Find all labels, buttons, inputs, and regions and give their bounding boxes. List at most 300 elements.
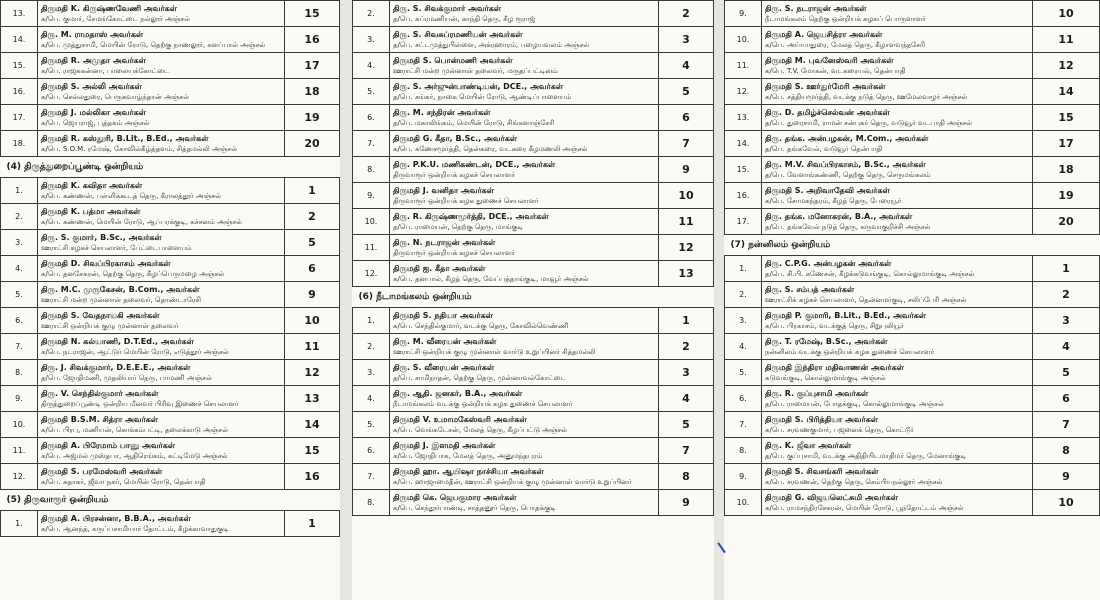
member-row — [353, 490, 714, 516]
ward-number: 10 — [659, 183, 714, 209]
member-cell — [38, 334, 285, 360]
member-address: க/பெ. கண்ணன், பள்ளிக்கூடத் தெரு, கீராலத்தூர் அஞ்சல் — [41, 191, 221, 200]
serial-number: 14. — [725, 131, 762, 157]
ward-number: 11 — [1033, 27, 1100, 53]
serial-number: 6. — [725, 386, 762, 412]
serial-number: 13. — [1, 1, 38, 27]
member-row — [353, 105, 714, 131]
member-address: க/பெ. நடராஜன், ஆட்டுர் மெயின் ரோடு, எடுத்தூர் அஞ்சல் — [41, 347, 229, 356]
serial-number: 9. — [725, 464, 762, 490]
member-address: ஊராட்சி மன்ற முன்னாள் தலைவர், தொண்டாரேசி — [41, 295, 201, 304]
member-row — [1, 464, 340, 490]
member-name: திருமதி ஹா. ஆயிஷா நாச்சியா அவர்கள் — [393, 466, 544, 476]
page-gutter — [340, 0, 352, 600]
section-title: (7) நன்னிலம் ஒன்றியம் — [725, 235, 1100, 256]
member-name: திரு. S. சம்பத் அவர்கள் — [765, 284, 855, 294]
member-cell — [762, 412, 1033, 438]
member-address: க/பெ. செந்தில்குமார், வடக்கு தெரு, கோவில்வெண்ணி — [393, 321, 569, 330]
member-address: க/பெ. கண்ணன், மெயின் ரோடு, ஆப்பரக்குடி, கச்சனம் அஞ்சல் — [41, 217, 243, 226]
member-row — [725, 412, 1100, 438]
member-cell — [38, 204, 285, 230]
member-address: க/பெ. அஜ்மல் முஸ்தபா, ஆதிரெங்கம், கட்டிமேடு அஞ்சல் — [41, 451, 228, 460]
member-name: திருமதி R. அமுதா அவர்கள் — [41, 55, 146, 65]
member-address: க/பெ. சுதாகர், ஜீவா நகர், மெயின் ரோடு, தென்பாதி — [41, 477, 206, 486]
member-address: த/பெ. சங்கர், நாகை மெயின் ரோடு, ஆண்டிப்பாளையம் — [393, 92, 572, 101]
ward-number: 12 — [285, 360, 340, 386]
member-row — [1, 360, 340, 386]
member-row — [725, 105, 1100, 131]
ward-number: 10 — [1033, 490, 1100, 516]
serial-number: 6. — [1, 308, 38, 334]
serial-number: 3. — [353, 27, 390, 53]
serial-number: 17. — [725, 209, 762, 235]
ward-number: 6 — [285, 256, 340, 282]
ward-number: 17 — [1033, 131, 1100, 157]
member-cell — [390, 334, 659, 360]
member-row — [1, 105, 340, 131]
member-cell — [390, 412, 659, 438]
member-address: த/பெ. ராமையன், தெற்கு தெரு, மாங்குடி — [393, 222, 524, 231]
member-address: நன்னிலம் வடக்கு ஒன்றியக் கழக துணைச் செயலாளர் — [765, 347, 935, 356]
serial-number: 7. — [353, 131, 390, 157]
ward-number: 18 — [285, 79, 340, 105]
serial-number: 9. — [353, 183, 390, 209]
member-address: த/பெ. தங்கவேல், வடுவூர் தென்பாதி — [765, 144, 883, 153]
member-address: த/பெ. வேளாங்கண்ணி, தெற்கு தெரு, செருமங்கலம் — [765, 170, 931, 179]
member-address: க/பெ. அய்யாதுரை, மேலத் தெரு, கீழாளவந்தசேரி — [765, 40, 926, 49]
member-cell — [38, 511, 285, 537]
serial-number: 2. — [1, 204, 38, 230]
member-row — [1, 438, 340, 464]
member-name: திருமதி S. பரமேஸ்வரி அவர்கள் — [41, 466, 163, 476]
serial-number: 16. — [1, 79, 38, 105]
member-cell — [38, 178, 285, 204]
member-row — [353, 209, 714, 235]
member-row — [353, 334, 714, 360]
member-name: திரு. R. குப்புசாமி அவர்கள் — [765, 388, 869, 398]
serial-number: 1. — [353, 308, 390, 334]
member-row — [1, 27, 340, 53]
member-address: நீடாமங்கலம் வடக்கு ஒன்றியக் கழக துணைச் செயலாளர் — [393, 399, 573, 408]
section-header — [1, 157, 340, 178]
member-name: திரு. தங்க. மனோகரன், B.A., அவர்கள் — [765, 211, 913, 221]
member-cell — [762, 386, 1033, 412]
ward-number: 14 — [285, 412, 340, 438]
member-name: திருமதி S. அறிவாதேவி அவர்கள் — [765, 185, 890, 195]
serial-number: 14. — [1, 27, 38, 53]
member-name: திரு. S. சிவசுப்ரமணியன் அவர்கள் — [393, 29, 523, 39]
serial-number: 2. — [725, 282, 762, 308]
member-cell — [390, 308, 659, 334]
serial-number: 9. — [1, 386, 38, 412]
member-cell — [390, 79, 659, 105]
serial-number: 15. — [725, 157, 762, 183]
member-name: திருமதி K. கிருஷ்ணவேணி அவர்கள் — [41, 3, 177, 13]
section-header — [725, 235, 1100, 256]
member-address: த/பெ. சாமிநாதன், தெற்கு தெரு, முன்னாவல்கோட்டை — [393, 373, 566, 382]
section-header — [353, 287, 714, 308]
member-row — [725, 438, 1100, 464]
section-title: (6) நீடாமங்கலம் ஒன்றியம் — [353, 287, 714, 308]
member-table-3 — [724, 0, 1100, 516]
member-cell — [38, 131, 285, 157]
member-name: திரு. P.K.U. மணிகண்டன், DCE., அவர்கள் — [393, 159, 556, 169]
ward-number: 1 — [285, 178, 340, 204]
member-cell — [38, 412, 285, 438]
ward-number: 9 — [1033, 464, 1100, 490]
serial-number: 5. — [725, 360, 762, 386]
member-cell — [390, 53, 659, 79]
section-title: (5) திருவாரூர் ஒன்றியம் — [1, 490, 340, 511]
member-row — [725, 1, 1100, 27]
member-row — [725, 27, 1100, 53]
member-address: க/பெ. ராஜசுகன்னா, பாலையக்கோட்டை — [41, 66, 170, 75]
serial-number: 4. — [725, 334, 762, 360]
member-address: க/பெ. தனபால், கீழத் தெரு, வேப்பத்தாங்குடி, மாவூர் அஞ்சல் — [393, 274, 589, 283]
member-address: த/பெ. ஜோதிமணி, முதலியார் தெரு, பாமணி அஞ்சல் — [41, 373, 212, 382]
ward-number: 5 — [285, 230, 340, 256]
member-cell — [390, 209, 659, 235]
member-name: திருமதி A. ஜெயசித்ரா அவர்கள் — [765, 29, 883, 39]
member-row — [725, 308, 1100, 334]
member-row — [353, 157, 714, 183]
member-row — [1, 412, 340, 438]
member-cell — [38, 53, 285, 79]
member-address: க/பெ. செல்லதுரை, பெருகவாழ்ந்தான் அஞ்சல் — [41, 92, 189, 101]
serial-number: 5. — [1, 282, 38, 308]
serial-number: 10. — [725, 490, 762, 516]
member-address: க/பெ. ஆனந்த், கருப்பசாமியார் தோட்டம், கீழக்காவாதுகுடி — [41, 524, 229, 533]
member-name: திருமதி G. விஜயலெட்சுமி அவர்கள் — [765, 492, 898, 502]
member-cell — [762, 334, 1033, 360]
ward-number: 19 — [1033, 183, 1100, 209]
serial-number: 10. — [725, 27, 762, 53]
member-name: திருமதி J. இளமதி அவர்கள் — [393, 440, 496, 450]
member-cell — [390, 464, 659, 490]
member-row — [1, 282, 340, 308]
member-row — [353, 464, 714, 490]
member-row — [1, 334, 340, 360]
member-name: திருமதி ஐ. கீதா அவர்கள் — [393, 263, 486, 273]
member-row — [353, 79, 714, 105]
member-address: க/பெ. T.V. மோகன், வடகரையல், தென்பாதி — [765, 66, 906, 75]
page-column-2 — [352, 0, 714, 600]
serial-number: 4. — [1, 256, 38, 282]
member-address: கடுவங்குடி, கொல்லுமாங்குடி அஞ்சல் — [765, 373, 886, 382]
member-address: க/பெ. S.O.M. ரமேஷ், கோவில்கீழ்த்தளம், சித்தமல்லி அஞ்சல் — [41, 144, 237, 153]
member-name: திருமதி இந்திரா மதிவாணன் அவர்கள் — [765, 362, 904, 372]
member-name: திரு. S. வீரையன் அவர்கள் — [393, 362, 495, 372]
member-cell — [762, 464, 1033, 490]
ward-number: 6 — [659, 105, 714, 131]
member-cell — [762, 256, 1033, 282]
member-cell — [762, 308, 1033, 334]
member-cell — [38, 230, 285, 256]
serial-number: 7. — [353, 464, 390, 490]
member-address: த/பெ. துரைசாமி, ராமன் சன்புகர் தெரு, வடுவூர் வடபாதி அஞ்சல் — [765, 118, 973, 127]
ward-number: 2 — [285, 204, 340, 230]
member-cell — [762, 183, 1033, 209]
member-cell — [390, 157, 659, 183]
member-address: க/பெ. பிரபு, மணியன், கொக்கம்பட்டி, தலைக்காடு அஞ்சல் — [41, 425, 228, 434]
member-name: திருமதி K. பத்மா அவர்கள் — [41, 206, 141, 216]
member-name: திருமதி M. புவனேஸ்வரி அவர்கள் — [765, 55, 894, 65]
ward-number: 5 — [659, 79, 714, 105]
member-cell — [38, 464, 285, 490]
member-row — [725, 131, 1100, 157]
serial-number: 1. — [1, 511, 38, 537]
member-row — [1, 511, 340, 537]
member-address: க/பெ. ராமசந்திரசேகரன், மெயின் ரோடு, பூந்தோட்டம் அஞ்சல் — [765, 503, 964, 512]
ward-number: 2 — [1033, 282, 1100, 308]
member-name: திருமதி J. வனிதா அவர்கள் — [393, 185, 495, 195]
member-address: திருத்துறைப்பூண்டி ஒன்றிய மீனவர் பிரிவு இணைச் செயலாளர் — [41, 399, 239, 408]
member-address: திருவாரூர் ஒன்றியக் கழகச் செயலாளர் — [393, 170, 515, 179]
member-address: த/பெ. சட்டமுத்துபிள்ளை, அக்ரஹாரம், பழையவலம் அஞ்சல் — [393, 40, 590, 49]
member-address: க/பெ. சரவணகுமார், பஜனைக் தெரு, கொட்டூர் — [765, 425, 914, 434]
serial-number: 12. — [1, 464, 38, 490]
ward-number: 4 — [659, 53, 714, 79]
member-row — [725, 334, 1100, 360]
member-address: க/பெ. செந்தூர்பாண்டி, சாத்தனூர் தெரு, பொதக்குடி — [393, 503, 556, 512]
serial-number: 6. — [353, 105, 390, 131]
ward-number: 9 — [659, 490, 714, 516]
member-cell — [762, 1, 1033, 27]
ward-number: 20 — [285, 131, 340, 157]
member-row — [353, 53, 714, 79]
member-name: திருமதி P. குமாரி, B.Lit., B.Ed., அவர்கள் — [765, 310, 927, 320]
member-name: திருமதி A. பிரேமாம் பானு அவர்கள் — [41, 440, 176, 450]
member-address: த/பெ. தங்கவேல் நடுத் தெரு, கருவாகுறிச்சி அஞ்சல் — [765, 222, 931, 231]
member-cell — [762, 490, 1033, 516]
ward-number: 16 — [285, 27, 340, 53]
member-row — [725, 79, 1100, 105]
serial-number: 13. — [725, 105, 762, 131]
serial-number: 11. — [1, 438, 38, 464]
serial-number: 8. — [353, 157, 390, 183]
member-address: ஊராட்சி ஒன்றியக் குழு முன்னாள் தலைவர் — [41, 321, 179, 330]
member-cell — [390, 360, 659, 386]
ward-number: 19 — [285, 105, 340, 131]
member-cell — [762, 131, 1033, 157]
ward-number: 18 — [1033, 157, 1100, 183]
member-row — [725, 209, 1100, 235]
member-address: க/பெ. சோமசுந்தரம், கீழத் தெரு, பேரையூர் — [765, 196, 902, 205]
ward-number: 15 — [285, 1, 340, 27]
member-address: ஊராட்சிக் கழகச் செயலாளர், தென்னமர்குடி, சலிப்பேரி அஞ்சல் — [765, 295, 967, 304]
member-name: திருமதி V. உமாமகேஸ்வரி அவர்கள் — [393, 414, 527, 424]
member-cell — [762, 79, 1033, 105]
ward-number: 1 — [1033, 256, 1100, 282]
member-address: த/பெ. மகாலிங்கம், மெயின் ரோடு, சிங்களாஞ்சேரி — [393, 118, 555, 127]
ward-number: 7 — [659, 438, 714, 464]
serial-number: 8. — [725, 438, 762, 464]
member-name: திருமதி B.S.M. சித்ரா அவர்கள் — [41, 414, 159, 424]
member-name: திருமதி A. பிரசன்னா, B.B.A., அவர்கள் — [41, 513, 191, 523]
member-address: ஊராட்சி மன்ற முன்னாள் தலைவர், மருதப்பட்டினம் — [393, 66, 558, 75]
ward-number: 13 — [659, 261, 714, 287]
serial-number: 2. — [353, 1, 390, 27]
member-row — [725, 53, 1100, 79]
ward-number: 12 — [659, 235, 714, 261]
serial-number: 5. — [353, 79, 390, 105]
serial-number: 4. — [353, 386, 390, 412]
member-row — [725, 256, 1100, 282]
member-row — [353, 412, 714, 438]
member-cell — [390, 261, 659, 287]
member-cell — [38, 27, 285, 53]
member-name: திரு. ஆதி. ஜனகர், B.A., அவர்கள் — [393, 388, 523, 398]
ward-number: 17 — [285, 53, 340, 79]
member-address: ஊராட்சி கழகச் செயலாளர், பேட்டைபாளையம் — [41, 243, 192, 252]
member-row — [725, 386, 1100, 412]
member-name: திரு. M. வீரையன் அவர்கள் — [393, 336, 497, 346]
member-cell — [762, 105, 1033, 131]
member-name: திரு. V. செந்தில்குமார் அவர்கள் — [41, 388, 159, 398]
member-cell — [38, 79, 285, 105]
member-cell — [762, 53, 1033, 79]
serial-number: 3. — [1, 230, 38, 256]
member-row — [725, 490, 1100, 516]
member-cell — [762, 360, 1033, 386]
ward-number: 5 — [659, 412, 714, 438]
member-name: திரு. M.V. சிவப்பிரகாசம், B.Sc., அவர்கள் — [765, 159, 926, 169]
member-address: த/பெ. சி.பி. கணேசன், கீழக்கடுவங்குடி, கொல்லுமாங்குடி அஞ்சல் — [765, 269, 975, 278]
serial-number: 4. — [353, 53, 390, 79]
member-address: த/பெ. குப்புசாமி, வடக்கு அதிதியிடமாதிமர் தெரு, மேனாங்குடி — [765, 451, 967, 460]
page-column-3 — [724, 0, 1100, 600]
member-name: திருமதி S. அல்லி அவர்கள் — [41, 81, 142, 91]
serial-number: 17. — [1, 105, 38, 131]
member-cell — [390, 386, 659, 412]
ward-number: 3 — [1033, 308, 1100, 334]
member-name: திருமதி S. பொன்மணி அவர்கள் — [393, 55, 513, 65]
member-name: திருமதி S. சிவசங்கரி அவர்கள் — [765, 466, 879, 476]
page-gutter — [714, 0, 724, 600]
serial-number: 8. — [1, 360, 38, 386]
member-name: திருமதி D. சிவப்பிரகாசம் அவர்கள் — [41, 258, 171, 268]
member-address: க/பெ. தனசேகரன், தெற்கு தெரு, கீழப்பெருமழை அஞ்சல் — [41, 269, 225, 278]
member-table-2 — [352, 0, 714, 516]
serial-number: 12. — [353, 261, 390, 287]
serial-number: 9. — [725, 1, 762, 27]
serial-number: 11. — [725, 53, 762, 79]
serial-number: 11. — [353, 235, 390, 261]
ward-number: 15 — [1033, 105, 1100, 131]
member-address: க/பெ. ஜெயராஜ், புத்தகம் அஞ்சல் — [41, 118, 150, 127]
member-cell — [38, 308, 285, 334]
member-cell — [762, 209, 1033, 235]
page-column-1 — [0, 0, 340, 600]
member-name: திருமதி கெ. ஜெபகுமார அவர்கள் — [393, 492, 517, 502]
member-row — [1, 230, 340, 256]
ward-number: 16 — [285, 464, 340, 490]
member-name: திருமதி N. கல்யாணி, D.T.Ed., அவர்கள் — [41, 336, 194, 346]
serial-number: 7. — [725, 412, 762, 438]
member-row — [353, 386, 714, 412]
member-name: திருமதி J. மல்லிகா அவர்கள் — [41, 107, 146, 117]
member-address: க/பெ. சரவணன், தெற்கு தெரு, செம்பியநல்லூர் அஞ்சல் — [765, 477, 943, 486]
member-row — [725, 464, 1100, 490]
member-address: க/பெ. ஹாஜாமைதீன், ஊராட்சி ஒன்றியக் குழு முன்னாள் வார்டு உறுப்பினர் — [393, 477, 632, 486]
member-address: த/பெ. ராமையன், போதக்குடி, கொல்லுமாங்குடி அஞ்சல் — [765, 399, 944, 408]
serial-number: 1. — [1, 178, 38, 204]
member-row — [725, 157, 1100, 183]
ward-number: 7 — [659, 131, 714, 157]
member-row — [353, 308, 714, 334]
ward-number: 15 — [285, 438, 340, 464]
member-cell — [390, 105, 659, 131]
member-cell — [390, 183, 659, 209]
member-row — [1, 204, 340, 230]
member-row — [353, 183, 714, 209]
ward-number: 11 — [285, 334, 340, 360]
ward-number: 11 — [659, 209, 714, 235]
member-address: க/பெ. சத்தியமூர்த்தி, வடக்கு நடுத் தெரு, ஊமேலவழூர் அஞ்சல் — [765, 92, 968, 101]
serial-number: 3. — [353, 360, 390, 386]
member-name: திரு. S. அர்ஜுன்பாண்டியன், DCE., அவர்கள் — [393, 81, 564, 91]
ward-number: 6 — [1033, 386, 1100, 412]
ward-number: 9 — [659, 157, 714, 183]
member-name: திருமதி K. கவிதா அவர்கள் — [41, 180, 143, 190]
ward-number: 7 — [1033, 412, 1100, 438]
member-cell — [38, 1, 285, 27]
member-row — [353, 1, 714, 27]
member-address: க/பெ. முத்துசாமி, மெயின் ரோடு, தெற்கு நாணலூர், களப்பால் அஞ்சல் — [41, 40, 266, 49]
ward-number: 4 — [1033, 334, 1100, 360]
member-row — [353, 235, 714, 261]
member-row — [1, 79, 340, 105]
member-name: திருமதி S. நதியா அவர்கள் — [393, 310, 493, 320]
ward-number: 1 — [659, 308, 714, 334]
ward-number: 8 — [1033, 438, 1100, 464]
member-name: திருமதி S. பிரித்தியா அவர்கள் — [765, 414, 879, 424]
member-row — [1, 178, 340, 204]
member-address: த/பெ. சுப்ரமணியன், காந்தி தெரு, கீழ ரூராஜ் — [393, 14, 536, 23]
member-cell — [762, 438, 1033, 464]
member-row — [1, 53, 340, 79]
member-row — [353, 360, 714, 386]
member-name: திரு. C.P.G. அன்பழகன் அவர்கள் — [765, 258, 892, 268]
member-table-1 — [0, 0, 340, 537]
member-name: திரு. M. சந்திரன் அவர்கள் — [393, 107, 491, 117]
member-name: திரு. S. சிவக்குமார் அவர்கள் — [393, 3, 502, 13]
member-cell — [390, 235, 659, 261]
ward-number: 5 — [1033, 360, 1100, 386]
member-address: க/பெ. பிரகாசம், வடக்குத் தெரு, சிறுபுலியூர் — [765, 321, 904, 330]
member-cell — [38, 438, 285, 464]
serial-number: 5. — [353, 412, 390, 438]
member-name: திரு. R. கிருஷ்ணமூர்த்தி, DCE., அவர்கள் — [393, 211, 549, 221]
serial-number: 10. — [1, 412, 38, 438]
member-address: திருவாரூர் ஒன்றியக் கழகச் செயலாளர் — [393, 248, 515, 257]
member-name: திரு. M.C. முருகேசன், B.Com., அவர்கள் — [41, 284, 200, 294]
member-row — [353, 27, 714, 53]
ward-number: 10 — [285, 308, 340, 334]
ward-number: 12 — [1033, 53, 1100, 79]
member-name: திரு. T. ரமேஷ், B.Sc., அவர்கள் — [765, 336, 888, 346]
member-row — [1, 131, 340, 157]
member-cell — [762, 27, 1033, 53]
member-address: திருவாரூர் ஒன்றியக் கழக துணைச் செயலாளர் — [393, 196, 539, 205]
member-cell — [762, 282, 1033, 308]
member-row — [725, 183, 1100, 209]
serial-number: 1. — [725, 256, 762, 282]
member-address: க/பெ. ஜோதிபாசு, மேலத் தெரு, அனுமந்தபுரம் — [393, 451, 543, 460]
member-cell — [390, 490, 659, 516]
ward-number: 2 — [659, 1, 714, 27]
member-name: திருமதி S. வேதநாயகி அவர்கள் — [41, 310, 160, 320]
